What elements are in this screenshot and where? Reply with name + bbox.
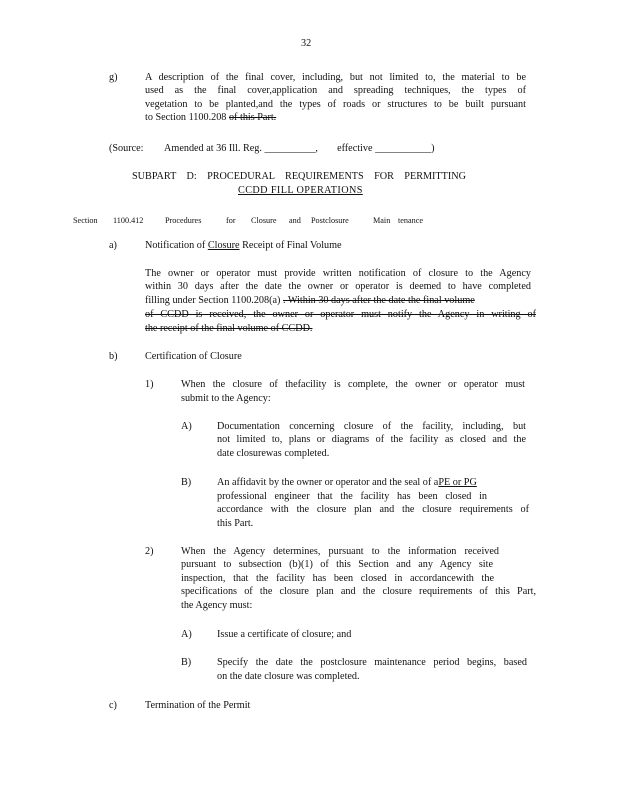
item-a-body (145, 267, 531, 294)
item-b2A-marker: A) (181, 629, 192, 640)
item-b2-line-4: specifications of the closure plan and the closure requirements of this Part, (181, 586, 536, 598)
item-b1-marker: 1) (145, 379, 154, 390)
item-b1A-line-3: date closurewas completed. (217, 448, 330, 459)
item-b1B-body (217, 490, 537, 530)
item-b1B-line-1-plain: An affidavit by the owner or operator and the seal of a (217, 477, 439, 488)
section-title-word-5: Postclosure (311, 216, 349, 225)
item-b2-line-5: the Agency must: (181, 599, 253, 611)
item-b2-body (181, 545, 537, 612)
item-b1B-line-2: professional engineer that the facility has been closed in (217, 491, 487, 502)
source-amended: Amended at 36 Ill. Reg. (164, 143, 262, 154)
item-b-marker: b) (109, 351, 118, 362)
item-b1B-line-1 (217, 476, 477, 489)
item-b1A-line-1: Documentation concerning closure of the facility, including, but (217, 421, 526, 432)
item-a-line-2: within 30 days after the date the owner or operator is deemed to have completed (145, 281, 531, 293)
subpart-heading-line-2: CCDD FILL OPERATIONS (238, 185, 363, 196)
section-title-word-6: Main (373, 216, 391, 225)
item-a-line-1: The owner or operator must provide written notification of closure to the Agency (145, 268, 531, 279)
item-g-line-4-plain: to Section 1100.208 (145, 112, 227, 123)
item-a-struck-line-2: the receipt of the final volume of CCDD. (145, 323, 313, 334)
item-a-heading (145, 239, 342, 252)
item-b1B-marker: B) (181, 477, 192, 488)
item-g-line-3: vegetation to be planted,and the types of roads or structures to be built pursuant (145, 98, 526, 110)
item-b2-marker: 2) (145, 546, 154, 557)
section-number: 1100.412 (113, 216, 144, 225)
item-g-line-2: used as the final cover,application and spreading techniques, the types of (145, 85, 526, 97)
section-title-word-7: tenance (398, 216, 423, 225)
item-c-heading: Termination of the Permit (145, 700, 251, 711)
item-a-marker: a) (109, 240, 117, 251)
item-b1B-line-4: this Part. (217, 517, 254, 529)
item-a-heading-post: Receipt of Final Volume (242, 240, 342, 251)
item-b2B-marker: B) (181, 657, 192, 668)
item-b2B-line-2: on the date closure was completed. (217, 671, 360, 682)
section-title-word-3: Closure (251, 216, 277, 225)
item-g-line-4 (145, 111, 276, 124)
section-title-word-2: for (226, 216, 236, 225)
source-blank-2: ___________) (375, 143, 435, 154)
item-b1A-marker: A) (181, 421, 192, 432)
item-b2-line-3: inspection, that the facility has been closed in accordancewith the (181, 572, 494, 584)
item-a-struck-line-1: of CCDD is received, the owner or operator must notify the Agency in writing of (145, 309, 536, 320)
item-b1A-body (217, 420, 526, 447)
source-note (109, 142, 435, 155)
item-b2-line-1: When the Agency determines, pursuant to the information received (181, 546, 499, 557)
item-c-marker: c) (109, 700, 117, 711)
item-b2B-line-1: Specify the date the postclosure maintenance period begins, based (217, 657, 527, 668)
section-title-word-4: and (289, 216, 301, 225)
section-title-word-1: Procedures (165, 216, 202, 225)
item-a-heading-underlined: Closure (207, 240, 240, 251)
item-a-heading-pre: Notification of (145, 240, 206, 251)
item-g-line-1: A description of the final cover, including, but not limited to, the material to be (145, 72, 526, 83)
source-blank-1: __________, (264, 143, 318, 154)
page-number: 32 (301, 38, 312, 49)
item-a-line-3-struck: . Within 30 days after the date the final volume (282, 295, 475, 306)
subpart-heading-line-1: SUBPART D: PROCEDURAL REQUIREMENTS FOR PERMITTING (132, 171, 466, 182)
item-b1B-line-1-underlined: PE or PG (438, 477, 477, 488)
section-label: Section (73, 216, 98, 225)
item-b2A-line: Issue a certificate of closure; and (217, 629, 352, 640)
item-g-line-4-struck: of this Part. (228, 112, 277, 123)
item-b1-line-1: When the closure of thefacility is complete, the owner or operator must (181, 379, 525, 390)
source-effective: effective (337, 143, 373, 154)
source-label: (Source: (109, 143, 144, 154)
item-b1-line-2: submit to the Agency: (181, 393, 271, 404)
item-a-line-3-plain: filling under Section 1100.208(a) (145, 295, 281, 306)
item-b1A-line-2: not limited to, plans or diagrams of the facility as closed and the (217, 434, 526, 446)
item-b1B-line-3: accordance with the closure plan and the closure requirements of (217, 504, 529, 516)
item-b-heading: Certification of Closure (145, 351, 242, 362)
item-g-text (145, 71, 526, 111)
item-a-line-3 (145, 294, 475, 307)
item-b2-line-2: pursuant to subsection (b)(1) of this Section and any Agency site (181, 559, 493, 571)
item-g-marker: g) (109, 72, 118, 83)
